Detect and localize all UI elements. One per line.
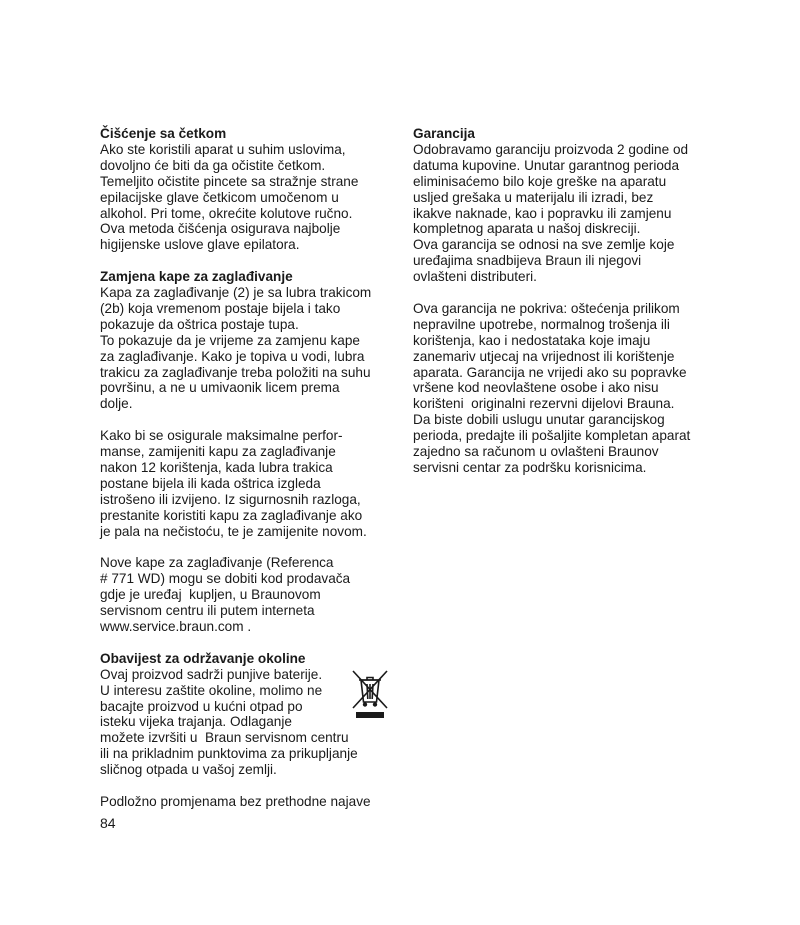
cleaning-line: epilacijske glave četkicom umočenom u — [100, 189, 339, 205]
cleaning-body — [100, 142, 400, 253]
cap-line: površinu, a ne u umivaonik licem prema — [100, 380, 340, 396]
cap-line: trakicu za zaglađivanje treba položiti na suhu — [100, 364, 371, 380]
new-caps-line: Nove kape za zaglađivanje (Referenca — [100, 555, 334, 571]
exclusion-line: Da biste dobili uslugu unutar garancijskog — [413, 412, 665, 428]
exclusion-line: zajedno sa računom u ovlašteni Braunov — [413, 444, 659, 460]
exclusion-line: nepravilne upotrebe, normalnog trošenja ili — [413, 316, 670, 332]
warranty-line: Odobravamo garanciju proizvoda 2 godine od — [413, 141, 689, 157]
warranty-line: datuma kupovine. Unutar garantnog perioda — [413, 157, 680, 173]
environment-line: isteku vijeka trajanja. Odlaganje — [100, 714, 292, 730]
environment-line: ili na prikladnim punktovima za prikupljanje — [100, 746, 358, 762]
performance-line: postane bijela ili kada oštrica izgleda — [100, 475, 321, 491]
cap-line: za zaglađivanje. Kako je topiva u vodi, lubra — [100, 348, 365, 364]
performance-line: Kako bi se osigurale maksimalne perfor- — [100, 428, 343, 444]
new-caps-line: servisnom centru ili putem interneta — [100, 603, 315, 619]
environment-heading: Obavijest za održavanje okoline — [100, 650, 306, 666]
warranty-line: kompletnog aparata u našoj diskreciji. — [413, 221, 641, 237]
environment-line: bacajte proizvod u kućni otpad po — [100, 698, 303, 714]
performance-line: nakon 12 korištenja, kada lubra trakica — [100, 460, 333, 475]
cap-replacement-heading: Zamjena kape za zaglađivanje — [100, 269, 293, 285]
warranty-heading: Garancija — [413, 126, 475, 141]
new-caps-line: # 771 WD) mogu se dobiti kod prodavača — [100, 571, 351, 587]
cleaning-line: dovoljno će biti da ga očistite četkom. — [100, 157, 326, 173]
exclusion-line: vršene kod neovlaštene osobe i ako nisu — [413, 380, 659, 396]
exclusion-line: korištenja, kao i nedostataka koje imaju — [413, 332, 651, 348]
environment-line: možete izvršiti u Braun servisnom centru — [100, 730, 349, 746]
warranty-line: ovlašteni distributeri. — [413, 269, 537, 285]
right-column — [413, 126, 713, 476]
performance-line: manse, zamijeniti kapu za zaglađivanje — [100, 444, 336, 460]
performance-line: prestanite koristiti kapu za zaglađivanje ako — [100, 507, 363, 523]
environment-line: Ovaj proizvod sadrži punjive baterije. — [100, 666, 323, 682]
cleaning-line: Temeljito očistite pincete sa stražnje strane — [100, 173, 359, 189]
cleaning-line: Ova metoda čišćenja osigurava najbolje — [100, 221, 341, 237]
performance-line: istrošeno ili izvijeno. Iz sigurnosnih razloga, — [100, 491, 361, 507]
exclusion-line: zanemariv utjecaj na vrijednost ili korištenje — [413, 348, 675, 364]
warranty-line: usljed grešaka u materijalu ili izradi, bez — [413, 189, 654, 205]
exclusion-line: servisni centar za podršku korisnicima. — [413, 460, 647, 476]
page-number: 84 — [100, 815, 116, 831]
exclusion-line: aparata. Garancija ne vrijedi ako su popravke — [413, 364, 687, 380]
cap-line: Kapa za zaglađivanje (2) je sa lubra trakicom — [100, 285, 372, 301]
warranty-line: uređajima snadbijeva Braun ili njegovi — [413, 253, 642, 269]
change-notice: Podložno promjenama bez prethodne najave — [100, 793, 371, 809]
cap-replacement-body — [100, 285, 400, 412]
environment-line: U interesu zaštite okoline, molimo ne — [100, 682, 323, 698]
warranty-line: eliminisaćemo bilo koje greške na aparatu — [413, 173, 667, 189]
warranty-exclusions — [413, 301, 713, 476]
warranty-body — [413, 142, 713, 285]
environment-line: sličnog otpada u vašoj zemlji. — [100, 762, 277, 778]
new-caps-paragraph — [100, 555, 400, 635]
new-caps-line: gdje je uređaj kupljen, u Braunovom — [100, 587, 321, 603]
cap-line: To pokazuje da je vrijeme za zamjenu kape — [100, 332, 360, 348]
new-caps-line: www.service.braun.com . — [100, 619, 252, 635]
cleaning-line: Ako ste koristili aparat u suhim uslovima, — [100, 141, 346, 157]
performance-line: je pala na nečistoću, te je zamijenite novom. — [100, 523, 367, 539]
crossed-out-wheelie-bin-icon — [350, 668, 390, 720]
warranty-line: Ova garancija se odnosi na sve zemlje koje — [413, 237, 675, 253]
cleaning-line: higijenske uslove glave epilatora. — [100, 237, 300, 253]
warranty-line: ikakve naknade, kao i popravku ili zamjenu — [413, 205, 672, 221]
cap-line: pokazuje da oštrica postaje tupa. — [100, 316, 299, 332]
exclusion-line: korišteni originalni rezervni dijelovi Brauna. — [413, 396, 675, 412]
cleaning-heading: Čišćenje sa četkom — [100, 126, 227, 141]
cap-line: (2b) koja vremenom postaje bijela i tako — [100, 300, 341, 316]
exclusion-line: Ova garancija ne pokriva: oštećenja prilikom — [413, 300, 680, 316]
exclusion-line: perioda, predajte ili pošaljite kompletan aparat — [413, 428, 691, 444]
cap-line: dolje. — [100, 396, 133, 412]
performance-paragraph — [100, 428, 400, 539]
cleaning-line: alkohol. Pri tome, okrećite kolutove ručno. — [100, 205, 353, 221]
